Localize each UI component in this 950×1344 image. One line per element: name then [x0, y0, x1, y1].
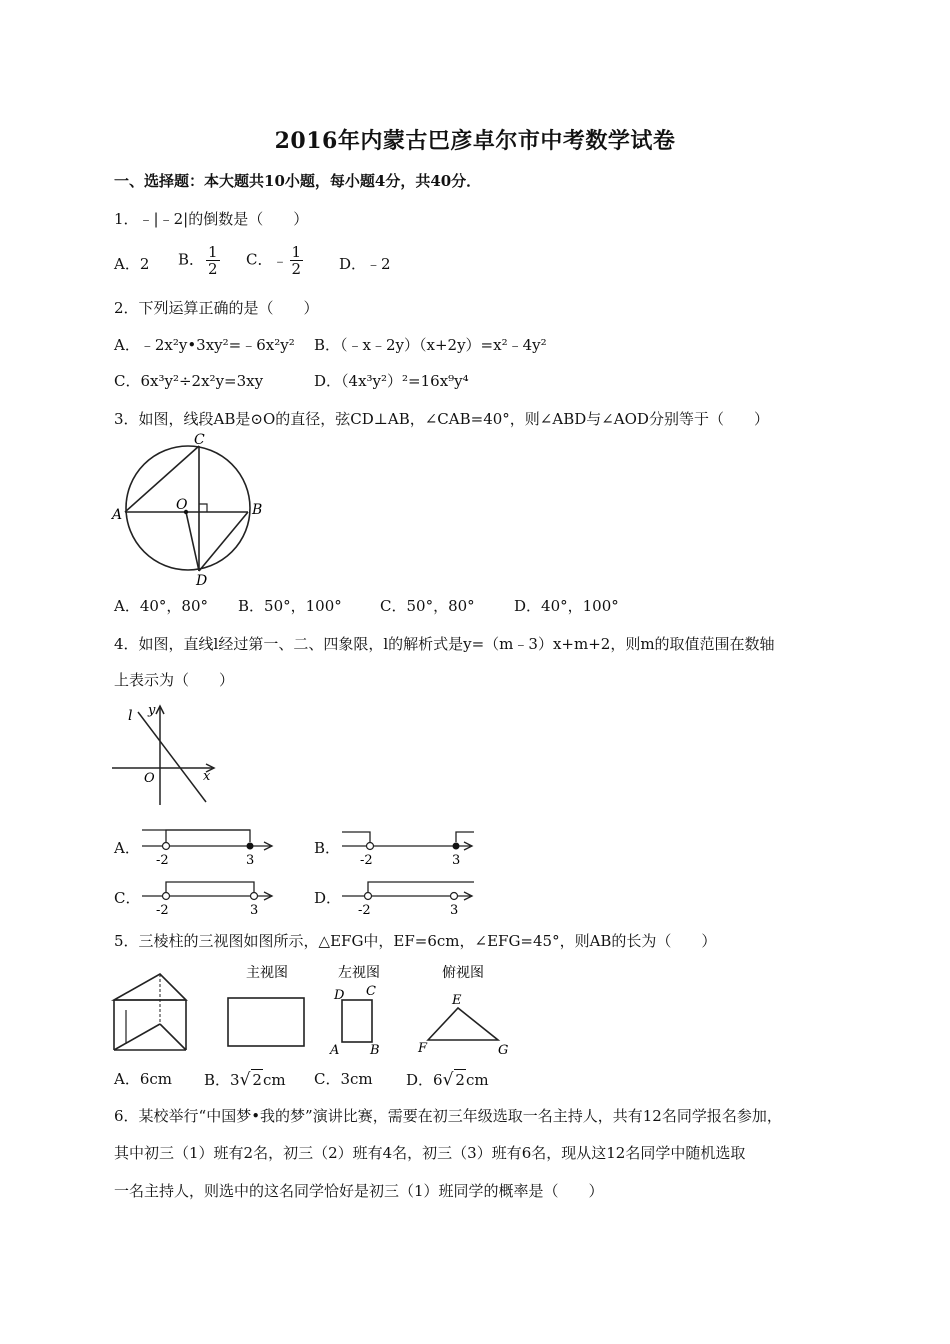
- sqrt-icon: √: [239, 1070, 251, 1090]
- q4-number-line-d: [338, 874, 478, 916]
- denominator: 2: [291, 260, 302, 278]
- q5-option-a: A．6cm: [114, 1070, 173, 1088]
- fraction: [290, 244, 304, 277]
- front-view-rect: [228, 998, 304, 1046]
- segment-od: [186, 512, 199, 571]
- open-point: [163, 843, 170, 850]
- prism-three-views: [108, 958, 518, 1062]
- question-3-stem: 3．如图，线段AB是⊙O的直径，弦CD⊥AB，∠CAB=40°，则∠ABD与∠AOD分别等于（ ）: [114, 410, 769, 428]
- q4-number-line-c: [138, 874, 278, 916]
- edge: [114, 1024, 160, 1050]
- prism-3d: [114, 974, 186, 1050]
- label-y: y: [148, 703, 156, 718]
- label-e: E: [452, 993, 462, 1008]
- right-ray: [368, 882, 474, 892]
- q4-number-line-a: [138, 824, 278, 866]
- closed-point: [453, 843, 460, 850]
- q5-option-b: [204, 1069, 286, 1090]
- q1-option-d: D．﹣2: [339, 255, 391, 273]
- q4-option-c-label: C．: [114, 889, 141, 907]
- q3-option-a: A．40°，80°: [114, 597, 209, 615]
- sqrt-icon: √: [442, 1070, 454, 1090]
- question-6-line3: 一名主持人，则选中的这名同学恰好是初三（1）班同学的概率是（ ）: [114, 1182, 604, 1200]
- q4-option-b-label: B．: [314, 839, 341, 857]
- label-f: F: [418, 1041, 428, 1056]
- tick-label-right: 3: [250, 903, 259, 916]
- label-b: B: [252, 502, 263, 518]
- tick-label-left: -2: [156, 903, 169, 916]
- label-d: D: [196, 573, 208, 589]
- unit: cm: [465, 1071, 489, 1089]
- circle-diagram: [108, 430, 268, 590]
- q1-option-c: [246, 244, 305, 277]
- label-origin: O: [144, 771, 155, 786]
- tick-label-left: -2: [360, 853, 373, 866]
- question-2-stem: 2．下列运算正确的是（ ）: [114, 299, 319, 317]
- right-angle-mark: [199, 504, 207, 512]
- question-4-stem-line2: 上表示为（ ）: [114, 671, 235, 689]
- q5-option-d: [406, 1069, 489, 1090]
- q2-option-c: C．6x³y²÷2x²y=3xy: [114, 372, 264, 390]
- unit: cm: [262, 1071, 286, 1089]
- q1-option-b-label: B．: [178, 250, 205, 269]
- tick-label-left: -2: [358, 903, 371, 916]
- q3-option-c: C．50°，80°: [380, 597, 475, 615]
- question-6-line2: 其中初三（1）班有2名，初三（2）班有4名，初三（3）班有6名，现从这12名同学中随机选取: [114, 1144, 746, 1162]
- open-point-left: [163, 893, 170, 900]
- label-a: A: [330, 1043, 340, 1058]
- q1-option-b: [178, 244, 222, 277]
- question-6-line1: 6．某校举行“中国梦•我的梦”演讲比赛，需要在初三年级选取一名主持人，共有12名同学报名参加，: [114, 1107, 782, 1125]
- label-c: C: [366, 984, 376, 999]
- top-view-triangle: [428, 1008, 498, 1040]
- tick-label-right: 3: [450, 903, 459, 916]
- section-heading: 一、选择题：本大题共10小题，每小题4分，共40分．: [114, 172, 482, 190]
- open-point: [367, 843, 374, 850]
- q2-option-b: B．（﹣x﹣2y）（x+2y）=x²﹣4y²: [314, 336, 547, 354]
- range-bracket: [166, 882, 254, 892]
- open-point-right: [251, 893, 258, 900]
- segment-ac: [125, 446, 199, 512]
- range-bracket: [166, 830, 250, 846]
- top-view-caption: 俯视图: [442, 965, 484, 981]
- label-d: D: [334, 988, 345, 1003]
- closed-point: [247, 843, 254, 850]
- left-ray: [342, 832, 370, 842]
- denominator: 2: [208, 260, 218, 278]
- left-view-caption: 左视图: [338, 965, 380, 981]
- label-g: G: [498, 1043, 509, 1058]
- open-point-right: [451, 893, 458, 900]
- q3-option-b: B．50°，100°: [238, 597, 342, 615]
- question-5-stem: 5．三棱柱的三视图如图所示，△EFG中，EF=6cm，∠EFG=45°，则AB的长为（ ）: [114, 932, 717, 950]
- front-view-caption: 主视图: [246, 965, 288, 981]
- q4-number-line-b: [338, 824, 478, 866]
- radicand: 2: [252, 1071, 262, 1089]
- q2-option-d: D．（4x³y²）²=16x⁹y⁴: [314, 372, 469, 390]
- question-4-stem-line1: 4．如图，直线l经过第一、二、四象限，l的解析式是y=（m﹣3）x+m+2，则m的取值范围在数轴: [114, 635, 775, 653]
- edge: [160, 1024, 186, 1050]
- tick-label-right: 3: [452, 853, 461, 866]
- tick-label-right: 3: [246, 853, 255, 866]
- fraction: [206, 244, 220, 277]
- q1-option-c-label: C．: [246, 250, 273, 269]
- right-ray: [456, 832, 474, 842]
- left-view-rect: [342, 1000, 372, 1042]
- q5-option-b-label: B．3: [204, 1071, 240, 1089]
- line-l: [138, 712, 206, 802]
- label-x: x: [203, 769, 211, 784]
- numerator: 1: [291, 243, 302, 261]
- label-a: A: [112, 507, 123, 523]
- q5-option-c: C．3cm: [314, 1070, 373, 1088]
- label-c: C: [194, 432, 205, 448]
- label-b: B: [370, 1043, 380, 1058]
- radicand: 2: [455, 1071, 465, 1089]
- q1-option-a: A．2: [114, 255, 150, 273]
- open-point-left: [365, 893, 372, 900]
- label-o: O: [176, 497, 188, 513]
- tick-label-left: -2: [156, 853, 169, 866]
- label-l: l: [128, 708, 133, 724]
- page-title: 2016年内蒙古巴彦卓尔市中考数学试卷: [274, 128, 676, 154]
- q3-option-d: D．40°，100°: [514, 597, 619, 615]
- numerator: 1: [208, 243, 218, 261]
- q4-option-d-label: D．: [314, 889, 342, 907]
- q2-option-a: A．﹣2x²y•3xy²=﹣6x²y²: [114, 336, 295, 354]
- circle: [126, 446, 250, 570]
- top-triangle: [114, 974, 186, 1000]
- q4-option-a-label: A．: [114, 839, 140, 857]
- minus-sign: ﹣: [272, 251, 288, 270]
- line-graph: [110, 700, 220, 810]
- question-1-stem: 1．﹣|﹣2|的倒数是（ ）: [114, 210, 309, 228]
- q5-option-d-label: D．6: [406, 1071, 443, 1089]
